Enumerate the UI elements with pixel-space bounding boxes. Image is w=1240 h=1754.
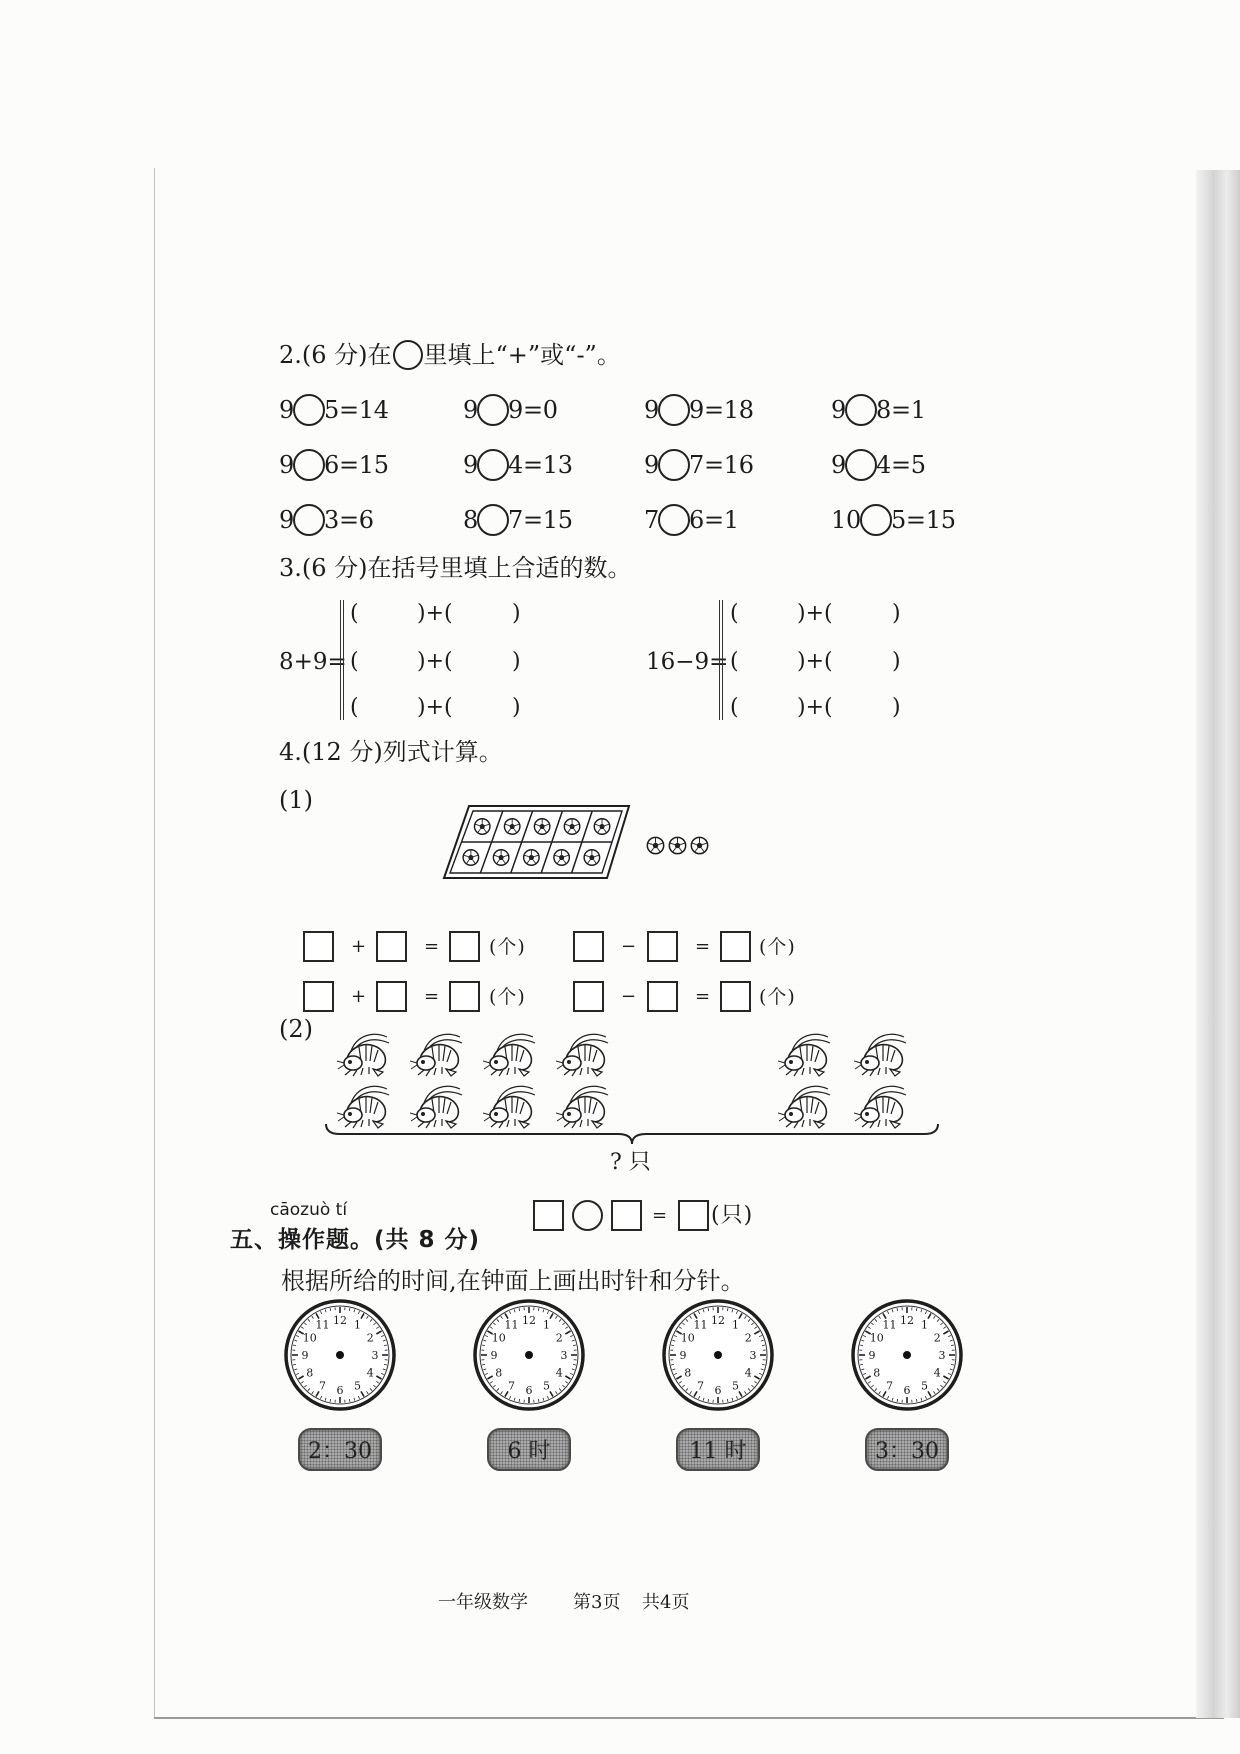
scan-border-bottom bbox=[154, 1717, 1224, 1719]
minus-sign: − bbox=[621, 936, 637, 957]
total-brace bbox=[326, 1124, 938, 1144]
answer-box bbox=[647, 931, 678, 962]
paren-open: ( bbox=[350, 649, 359, 674]
clock-number: 3 bbox=[938, 1349, 946, 1362]
blank-row bbox=[350, 649, 540, 675]
shrimp-icon bbox=[556, 1034, 608, 1076]
clock-number: 9 bbox=[301, 1349, 309, 1362]
clock-number: 6 bbox=[903, 1384, 911, 1397]
paren-close: ) bbox=[892, 601, 901, 626]
clock-number: 11 bbox=[693, 1318, 708, 1332]
clock-number: 9 bbox=[679, 1349, 687, 1362]
clock-number: 1 bbox=[543, 1318, 550, 1332]
question-3-title: 3.(6 分)在括号里填上合适的数。 bbox=[279, 554, 632, 582]
shrimp-icon bbox=[337, 1034, 389, 1076]
clock-number: 8 bbox=[306, 1366, 314, 1380]
operator-blank-circle bbox=[477, 394, 509, 426]
time-label: 11 时 bbox=[676, 1428, 760, 1471]
clock-number: 1 bbox=[921, 1318, 928, 1332]
equation-left: 9 bbox=[831, 396, 846, 424]
equation-right: 7=16 bbox=[688, 451, 754, 479]
clock-number: 9 bbox=[490, 1349, 498, 1362]
answer-box bbox=[376, 981, 407, 1012]
ball-icon bbox=[669, 837, 685, 853]
equation-right: 5=14 bbox=[323, 396, 389, 424]
plus-sign: + bbox=[351, 986, 367, 1007]
bracket-line bbox=[340, 600, 344, 720]
equation-left: 9 bbox=[279, 506, 294, 534]
operator-blank-circle bbox=[845, 449, 877, 481]
paren-open: ( bbox=[350, 695, 359, 720]
shrimp-icon bbox=[778, 1034, 830, 1076]
clock-number: 11 bbox=[504, 1318, 519, 1332]
ball-icon bbox=[474, 819, 489, 834]
footer-total-pages: 共4页 bbox=[642, 1592, 690, 1613]
question-2-title bbox=[279, 340, 621, 370]
equation bbox=[279, 393, 389, 427]
clock-number: 11 bbox=[882, 1318, 897, 1332]
paren-plus: )+( bbox=[797, 601, 833, 626]
clock-number: 4 bbox=[744, 1366, 752, 1380]
operator-blank-circle bbox=[293, 449, 325, 481]
equation bbox=[831, 393, 926, 427]
question-mark-label: ? 只 bbox=[610, 1150, 651, 1175]
equation-right: 9=0 bbox=[507, 396, 558, 424]
operator-blank-circle bbox=[658, 449, 690, 481]
answer-box bbox=[647, 981, 678, 1012]
section-5-pinyin: cāozuò tí bbox=[270, 1200, 348, 1220]
clock-number: 5 bbox=[543, 1379, 550, 1393]
clock-center-dot bbox=[336, 1351, 344, 1359]
part-2-label: (2) bbox=[279, 1015, 313, 1043]
unit-label: (个) bbox=[489, 936, 526, 958]
equation bbox=[644, 393, 754, 427]
paren-close: ) bbox=[512, 601, 521, 626]
unit-label: (个) bbox=[759, 936, 796, 958]
equation-right: 6=1 bbox=[688, 506, 739, 534]
clock-center-dot bbox=[903, 1351, 911, 1359]
equation-left: 9 bbox=[279, 451, 294, 479]
footer-subject: 一年级数学 bbox=[438, 1592, 528, 1613]
equation bbox=[463, 448, 573, 482]
shrimp-icon bbox=[410, 1086, 462, 1128]
ball-icon bbox=[463, 850, 478, 865]
scan-shadow-right bbox=[1196, 170, 1240, 1718]
shrimp-icon bbox=[854, 1086, 906, 1128]
clock-number: 6 bbox=[336, 1384, 344, 1397]
clock-number: 8 bbox=[495, 1366, 503, 1380]
paren-plus: )+( bbox=[797, 695, 833, 720]
equation-right: 9=18 bbox=[688, 396, 754, 424]
clock-number: 2 bbox=[933, 1331, 941, 1345]
clock-face bbox=[845, 1293, 969, 1417]
paren-plus: )+( bbox=[417, 649, 453, 674]
clock-number: 6 bbox=[714, 1384, 722, 1397]
shrimp-icon bbox=[556, 1086, 608, 1128]
clock-number: 12 bbox=[522, 1314, 536, 1327]
clock-number: 5 bbox=[921, 1379, 928, 1393]
paren-close: ) bbox=[512, 695, 521, 720]
clock-number: 4 bbox=[933, 1366, 941, 1380]
clock-number: 9 bbox=[868, 1349, 876, 1362]
equation bbox=[644, 503, 739, 537]
operator-blank-circle bbox=[572, 1200, 603, 1231]
equation-left: 9 bbox=[831, 451, 846, 479]
equation-left: 7 bbox=[644, 506, 659, 534]
bracket-line bbox=[719, 600, 723, 720]
answer-box bbox=[720, 931, 751, 962]
paren-open: ( bbox=[350, 601, 359, 626]
equals-sign: = bbox=[695, 936, 711, 957]
operator-blank-circle bbox=[293, 504, 325, 536]
answer-box bbox=[573, 981, 604, 1012]
equation bbox=[831, 503, 956, 537]
clock-number: 3 bbox=[371, 1349, 379, 1362]
scan-border-left bbox=[154, 168, 155, 1718]
clock-center-dot bbox=[714, 1351, 722, 1359]
clock-face bbox=[467, 1293, 591, 1417]
operator-blank-circle bbox=[658, 394, 690, 426]
paren-plus: )+( bbox=[417, 695, 453, 720]
shrimp-illustration bbox=[290, 1020, 950, 1150]
blank-row bbox=[350, 695, 540, 721]
equation-left: 9 bbox=[463, 396, 478, 424]
ball-icon bbox=[564, 819, 579, 834]
decomposition-expression: 16−9= bbox=[646, 649, 729, 675]
equation-right: 4=13 bbox=[507, 451, 573, 479]
clock-number: 5 bbox=[732, 1379, 739, 1393]
section-5-instruction: 根据所给的时间,在钟面上画出时针和分针。 bbox=[281, 1267, 745, 1295]
loose-balls bbox=[640, 833, 715, 858]
shrimp-icon bbox=[854, 1034, 906, 1076]
equals-sign: = bbox=[424, 986, 440, 1007]
equation bbox=[279, 503, 374, 537]
ball-icon bbox=[554, 850, 569, 865]
clock-number: 10 bbox=[680, 1331, 695, 1345]
answer-box bbox=[720, 981, 751, 1012]
clock-number: 1 bbox=[354, 1318, 361, 1332]
clock-number: 3 bbox=[749, 1349, 757, 1362]
operator-blank-circle bbox=[845, 394, 877, 426]
equation-right: 7=15 bbox=[507, 506, 573, 534]
clock-number: 4 bbox=[555, 1366, 563, 1380]
decomposition-expression: 8+9= bbox=[279, 649, 347, 675]
part-1-label: (1) bbox=[279, 786, 313, 814]
operator-blank-circle bbox=[658, 504, 690, 536]
equals-sign: = bbox=[424, 936, 440, 957]
clock-number: 10 bbox=[302, 1331, 317, 1345]
paren-plus: )+( bbox=[797, 649, 833, 674]
answer-box bbox=[533, 1200, 564, 1231]
equation bbox=[644, 448, 754, 482]
equation-right: 4=5 bbox=[875, 451, 926, 479]
clock-number: 8 bbox=[873, 1366, 881, 1380]
unit-label: (个) bbox=[759, 986, 796, 1008]
paren-close: ) bbox=[892, 649, 901, 674]
clock-number: 12 bbox=[333, 1314, 347, 1327]
paren-close: ) bbox=[892, 695, 901, 720]
operator-blank-circle bbox=[293, 394, 325, 426]
equation-left: 9 bbox=[463, 451, 478, 479]
equation-right: 3=6 bbox=[323, 506, 374, 534]
equals-sign: = bbox=[695, 986, 711, 1007]
equation-right: 8=1 bbox=[875, 396, 926, 424]
clock-number: 7 bbox=[886, 1379, 893, 1393]
operator-blank-circle bbox=[860, 504, 892, 536]
ball-icon bbox=[691, 837, 707, 853]
ball-icon bbox=[504, 819, 519, 834]
equals-sign: = bbox=[652, 1205, 668, 1226]
clock-number: 7 bbox=[319, 1379, 326, 1393]
operator-blank-circle bbox=[477, 504, 509, 536]
equation-left: 8 bbox=[463, 506, 478, 534]
clock-number: 1 bbox=[732, 1318, 739, 1332]
equation-left: 10 bbox=[831, 506, 861, 534]
clock-number: 4 bbox=[366, 1366, 374, 1380]
paren-open: ( bbox=[730, 601, 739, 626]
clock-number: 12 bbox=[900, 1314, 914, 1327]
ball-icon bbox=[584, 850, 599, 865]
equation-right: 6=15 bbox=[323, 451, 389, 479]
question-2-title-prefix: 2.(6 分)在 bbox=[279, 341, 392, 369]
circle-symbol bbox=[393, 340, 423, 370]
paren-close: ) bbox=[512, 649, 521, 674]
equation bbox=[831, 448, 926, 482]
plus-sign: + bbox=[351, 936, 367, 957]
shrimp-icon bbox=[483, 1086, 535, 1128]
equation bbox=[463, 393, 558, 427]
answer-box bbox=[611, 1200, 642, 1231]
clock-number: 8 bbox=[684, 1366, 692, 1380]
clock-number: 10 bbox=[491, 1331, 506, 1345]
unit-label: (个) bbox=[489, 986, 526, 1008]
blank-row bbox=[730, 601, 920, 627]
equation bbox=[463, 503, 573, 537]
blank-row bbox=[730, 649, 920, 675]
clock-number: 2 bbox=[744, 1331, 752, 1345]
question-4-title: 4.(12 分)列式计算。 bbox=[279, 738, 503, 766]
operator-blank-circle bbox=[477, 449, 509, 481]
clock-number: 11 bbox=[315, 1318, 330, 1332]
section-5-title: 五、操作题。(共 8 分) bbox=[230, 1227, 481, 1253]
minus-sign: − bbox=[621, 986, 637, 1007]
clock-number: 2 bbox=[555, 1331, 563, 1345]
unit-label: (只) bbox=[711, 1203, 754, 1228]
shrimp-icon bbox=[483, 1034, 535, 1076]
answer-box bbox=[573, 931, 604, 962]
paren-open: ( bbox=[730, 695, 739, 720]
question-2-title-suffix: 里填上“+”或“-”。 bbox=[423, 341, 621, 369]
answer-box bbox=[449, 981, 480, 1012]
paren-open: ( bbox=[730, 649, 739, 674]
answer-box bbox=[449, 931, 480, 962]
time-label: 6 时 bbox=[487, 1428, 571, 1471]
ball-icon bbox=[594, 819, 609, 834]
clock-number: 10 bbox=[869, 1331, 884, 1345]
ball-tray-illustration bbox=[440, 800, 640, 885]
clock-number: 6 bbox=[525, 1384, 533, 1397]
clock-number: 3 bbox=[560, 1349, 568, 1362]
time-label: 2：30 bbox=[298, 1428, 382, 1471]
time-label: 3：30 bbox=[865, 1428, 949, 1471]
equation-right: 5=15 bbox=[890, 506, 956, 534]
clock-number: 5 bbox=[354, 1379, 361, 1393]
clock-number: 7 bbox=[508, 1379, 515, 1393]
blank-row bbox=[350, 601, 540, 627]
answer-box bbox=[376, 931, 407, 962]
answer-box bbox=[303, 981, 334, 1012]
clock-number: 12 bbox=[711, 1314, 725, 1327]
equation bbox=[279, 448, 389, 482]
ball-icon bbox=[534, 819, 549, 834]
shrimp-icon bbox=[410, 1034, 462, 1076]
equation-left: 9 bbox=[644, 396, 659, 424]
answer-box bbox=[678, 1200, 709, 1231]
blank-row bbox=[730, 695, 920, 721]
paren-plus: )+( bbox=[417, 601, 453, 626]
ball-icon bbox=[493, 850, 508, 865]
clock-face bbox=[656, 1293, 780, 1417]
clock-face bbox=[278, 1293, 402, 1417]
shrimp-icon bbox=[337, 1086, 389, 1128]
shrimp-icon bbox=[778, 1086, 830, 1128]
ball-icon bbox=[647, 837, 663, 853]
ball-icon bbox=[524, 850, 539, 865]
footer-page-number: 第3页 bbox=[573, 1592, 621, 1613]
answer-box bbox=[303, 931, 334, 962]
clock-center-dot bbox=[525, 1351, 533, 1359]
clock-number: 7 bbox=[697, 1379, 704, 1393]
equation-left: 9 bbox=[279, 396, 294, 424]
clock-number: 2 bbox=[366, 1331, 374, 1345]
equation-left: 9 bbox=[644, 451, 659, 479]
